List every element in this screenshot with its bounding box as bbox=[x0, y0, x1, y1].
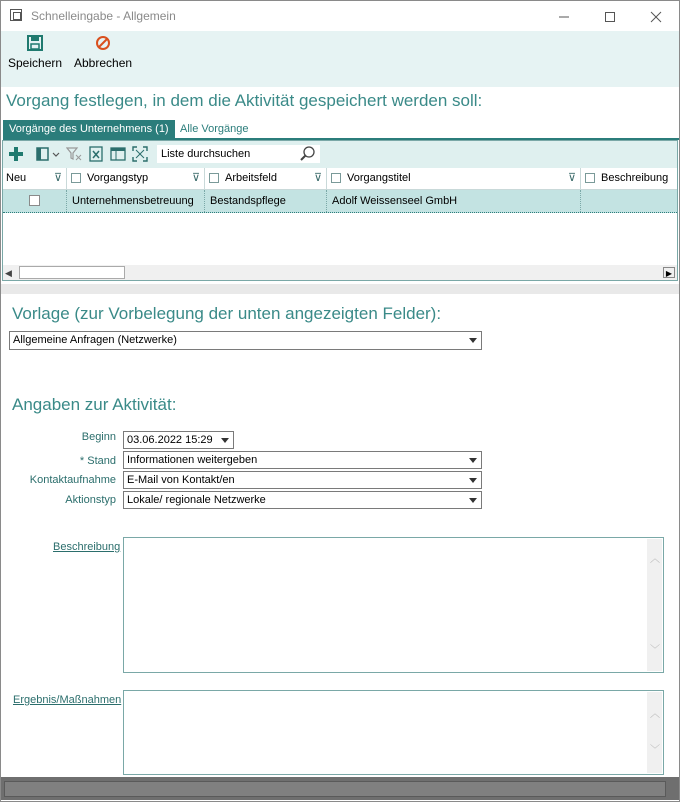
filter-icon[interactable]: ⊽ bbox=[313, 172, 322, 184]
scroll-down-icon[interactable]: ﹀ bbox=[650, 645, 660, 656]
scrollbar-thumb[interactable] bbox=[19, 266, 125, 279]
beschreibung-textarea[interactable] bbox=[123, 537, 664, 673]
vorgang-grid bbox=[2, 140, 678, 281]
sort-icon bbox=[209, 173, 219, 183]
column-label: Beschreibung bbox=[601, 172, 669, 184]
table-view-icon[interactable] bbox=[110, 146, 126, 162]
neu-checkbox[interactable] bbox=[29, 195, 40, 206]
search-placeholder: Liste durchsuchen bbox=[161, 148, 251, 160]
add-icon[interactable] bbox=[8, 146, 24, 162]
scroll-left-icon[interactable]: ◀ bbox=[5, 268, 12, 278]
save-disk-icon bbox=[27, 35, 43, 51]
save-label: Speichern bbox=[8, 56, 63, 70]
aktionstyp-dropdown[interactable] bbox=[123, 491, 482, 509]
ergebnis-link[interactable]: Ergebnis/Maßnahmen bbox=[13, 694, 122, 706]
chevron-down-icon bbox=[469, 498, 477, 503]
scroll-up-icon[interactable]: ︿ bbox=[650, 554, 660, 565]
search-icon[interactable] bbox=[299, 145, 317, 163]
beginn-datetime-picker[interactable] bbox=[123, 431, 234, 449]
maximize-button[interactable] bbox=[587, 1, 633, 31]
stand-value: Informationen weitergeben bbox=[127, 454, 258, 466]
tab-unternehmen-vorgaenge[interactable]: Vorgänge des Unternehmens (1) bbox=[3, 120, 175, 139]
panel-separator bbox=[1, 284, 679, 294]
maximize-icon bbox=[604, 11, 616, 23]
cancel-prohibited-icon bbox=[95, 35, 111, 51]
ergebnis-textarea[interactable] bbox=[123, 690, 664, 775]
excel-export-icon[interactable] bbox=[88, 146, 104, 162]
chevron-down-icon bbox=[469, 458, 477, 463]
column-label: Arbeitsfeld bbox=[225, 172, 277, 184]
grid-header bbox=[3, 168, 677, 190]
scroll-down-icon[interactable]: ﹀ bbox=[650, 745, 660, 756]
sort-icon bbox=[585, 173, 595, 183]
sort-icon bbox=[331, 173, 341, 183]
angaben-heading: Angaben zur Aktivität: bbox=[12, 395, 177, 414]
vertical-scrollbar[interactable] bbox=[647, 692, 662, 773]
kontaktaufnahme-dropdown[interactable] bbox=[123, 471, 482, 489]
sort-icon bbox=[71, 173, 81, 183]
aktionstyp-value: Lokale/ regionale Netzwerke bbox=[127, 494, 266, 506]
cell-vorgangstyp: Unternehmensbetreuung bbox=[67, 190, 205, 212]
column-header-beschreibung[interactable] bbox=[581, 168, 677, 189]
column-header-neu[interactable] bbox=[3, 168, 67, 189]
chevron-down-icon[interactable] bbox=[51, 146, 61, 162]
cell-neu bbox=[3, 190, 67, 212]
app-window-icon bbox=[10, 9, 22, 21]
grid-search-input[interactable] bbox=[157, 145, 320, 163]
vorgang-tabs bbox=[3, 120, 679, 139]
kontaktaufnahme-value: E-Mail von Kontakt/en bbox=[127, 474, 235, 486]
stand-label: * Stand bbox=[79, 455, 116, 467]
vertical-scrollbar[interactable] bbox=[647, 539, 662, 671]
beginn-label: Beginn bbox=[81, 431, 116, 443]
clear-filter-icon[interactable] bbox=[66, 146, 82, 162]
close-button[interactable] bbox=[633, 1, 679, 31]
column-label: Vorgangstitel bbox=[347, 172, 411, 184]
cell-beschreibung bbox=[581, 190, 677, 212]
column-header-vorgangstyp[interactable] bbox=[67, 168, 205, 189]
columns-chooser-icon[interactable] bbox=[35, 146, 51, 162]
grid-toolbar bbox=[3, 141, 677, 168]
filter-icon[interactable]: ⊽ bbox=[191, 172, 200, 184]
column-label: Neu bbox=[6, 172, 27, 184]
bottom-status-bar bbox=[1, 777, 679, 800]
chevron-down-icon bbox=[469, 338, 477, 343]
bottom-scroll-track bbox=[4, 781, 666, 797]
fit-columns-icon[interactable] bbox=[132, 146, 148, 162]
beginn-value: 03.06.2022 15:29 bbox=[127, 434, 213, 446]
vorlage-value: Allgemeine Anfragen (Netzwerke) bbox=[13, 334, 177, 346]
vorgang-heading: Vorgang festlegen, in dem die Aktivität gespeichert werden soll: bbox=[6, 91, 483, 110]
chevron-down-icon bbox=[221, 438, 229, 443]
column-label: Vorgangstyp bbox=[87, 172, 149, 184]
window-title: Schnelleingabe - Allgemein bbox=[31, 9, 176, 23]
title-bar bbox=[1, 1, 679, 31]
close-icon bbox=[650, 11, 662, 23]
vorlage-heading: Vorlage (zur Vorbelegung der unten angezeigten Felder): bbox=[12, 304, 442, 323]
column-header-vorgangstitel[interactable] bbox=[327, 168, 581, 189]
horizontal-scrollbar[interactable] bbox=[3, 265, 677, 280]
cell-arbeitsfeld: Bestandspflege bbox=[205, 190, 327, 212]
aktionstyp-label: Aktionstyp bbox=[65, 494, 116, 506]
filter-icon[interactable]: ⊽ bbox=[53, 172, 62, 184]
table-row[interactable] bbox=[3, 190, 677, 213]
minimize-button[interactable] bbox=[541, 1, 587, 31]
beschreibung-link[interactable]: Beschreibung bbox=[53, 541, 121, 553]
cancel-label: Abbrechen bbox=[74, 56, 133, 70]
ribbon-toolbar bbox=[1, 31, 679, 87]
save-button[interactable] bbox=[8, 35, 62, 70]
tab-alle-vorgaenge[interactable]: Alle Vorgänge bbox=[180, 123, 249, 135]
filter-icon[interactable]: ⊽ bbox=[567, 172, 576, 184]
scroll-up-icon[interactable]: ︿ bbox=[650, 709, 660, 720]
chevron-down-icon bbox=[469, 478, 477, 483]
column-header-arbeitsfeld[interactable] bbox=[205, 168, 327, 189]
cell-vorgangstitel: Adolf Weissenseel GmbH bbox=[327, 190, 581, 212]
minimize-icon bbox=[558, 11, 570, 23]
kontaktaufnahme-label: Kontaktaufnahme bbox=[29, 474, 116, 486]
vorlage-dropdown[interactable] bbox=[9, 331, 482, 350]
stand-dropdown[interactable] bbox=[123, 451, 482, 469]
scroll-right-icon[interactable]: ▶ bbox=[663, 267, 675, 278]
cancel-button[interactable] bbox=[74, 35, 132, 70]
